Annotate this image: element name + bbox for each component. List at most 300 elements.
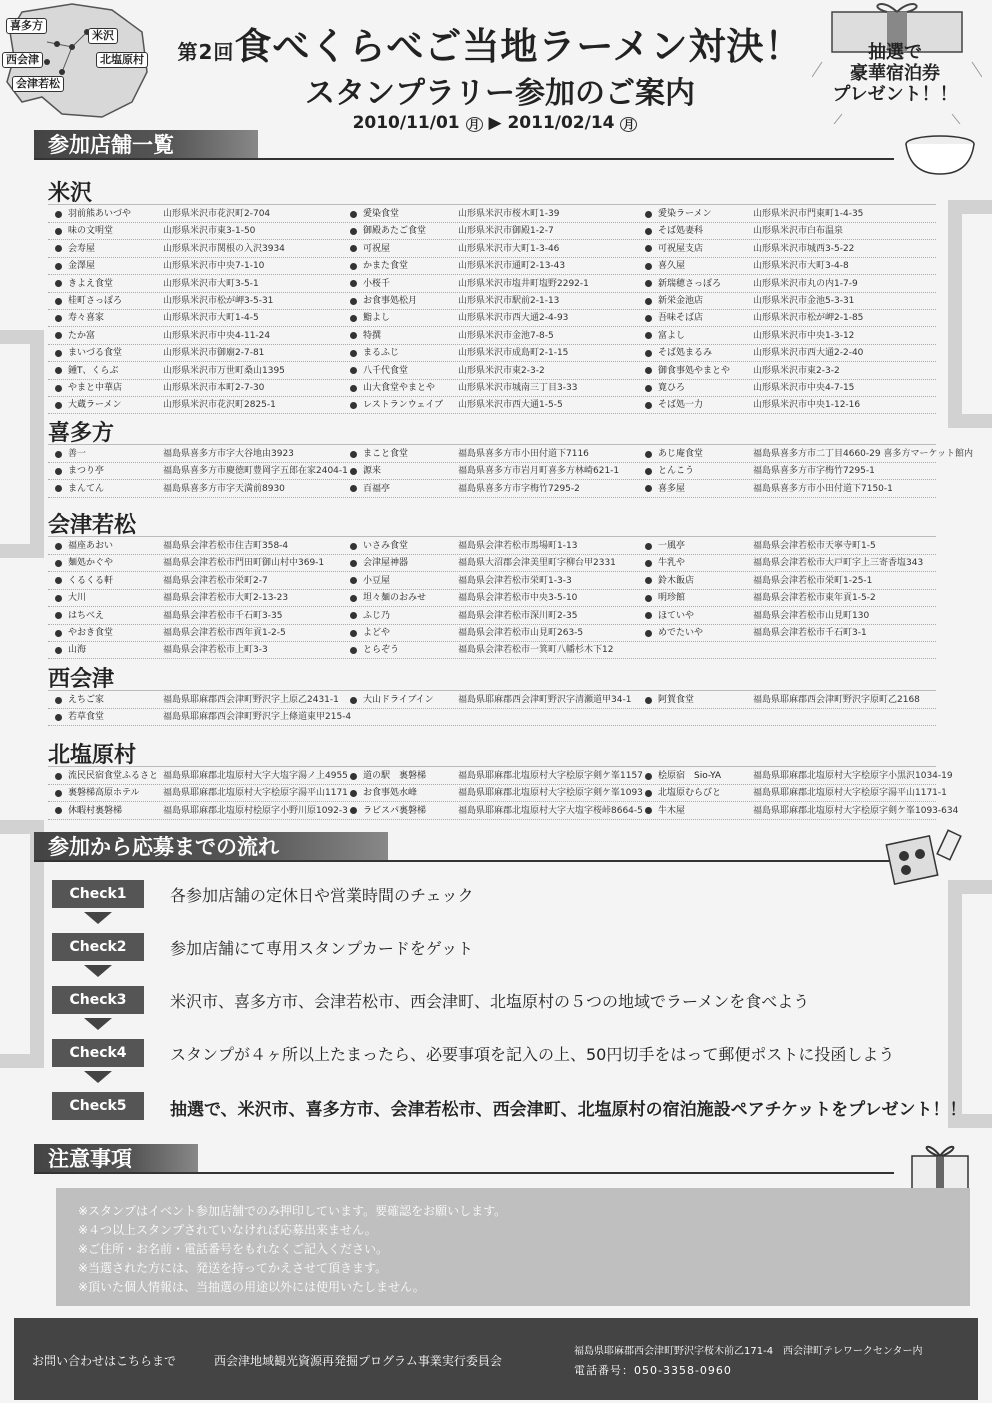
bullet-icon	[55, 773, 62, 780]
shop-address: 山形県米沢市大町1-4-5	[163, 313, 259, 324]
shop-entry	[645, 573, 872, 589]
bullet-icon	[645, 367, 652, 374]
shop-address: 山形県米沢市西大通2-4-93	[458, 313, 569, 324]
greek-key-decoration-right-lower	[948, 880, 992, 1128]
shop-entry	[645, 241, 854, 257]
bullet-icon	[645, 543, 652, 550]
shop-entry	[350, 785, 643, 801]
shop-entry	[350, 803, 643, 819]
shop-entry	[55, 555, 324, 571]
map-label-kitashiobara: 北塩原村	[96, 52, 148, 68]
shop-name: 北塩原むらびと	[658, 788, 722, 799]
shop-name: 裏磐梯高原ホテル	[68, 788, 140, 799]
shop-entry	[55, 803, 348, 819]
bullet-icon	[350, 315, 357, 322]
bullet-icon	[350, 211, 357, 218]
check-step-badge: Check2	[52, 933, 144, 961]
shop-entry	[350, 481, 580, 497]
note-item: ※スタンプはイベント参加店舗でのみ押印しています。要確認をお願いします。	[78, 1204, 507, 1218]
bullet-icon	[645, 595, 652, 602]
shop-entry	[645, 625, 867, 641]
shop-entry	[55, 258, 264, 274]
shop-address: 福島県耶麻郡北塩原村大字桧原字小黒沢1034-19	[753, 771, 953, 781]
shop-address: 福島県会津若松市栄町1-25-1	[753, 575, 873, 586]
region-title: 北塩原村	[48, 743, 137, 768]
shop-entry	[645, 768, 953, 784]
bullet-icon	[645, 577, 652, 584]
shop-address: 福島県会津若松市大戸町字上三寄香塩343	[753, 558, 924, 569]
shop-name: よどや	[363, 628, 391, 638]
shop-address: 福島県会津若松市千石町3-1	[753, 628, 867, 638]
check-step-badge: Check3	[52, 986, 144, 1014]
bullet-icon	[645, 402, 652, 409]
footer-contact-label: お問い合わせはこちらまで	[32, 1354, 177, 1368]
shop-entry	[55, 608, 282, 624]
shop-entry	[645, 538, 876, 554]
shop-address: 山形県米沢市城西3-5-22	[753, 243, 855, 254]
shop-address: 福島県喜多方市字梅竹7295-2	[458, 483, 580, 494]
footer-address: 福島県耶麻郡西会津町野沢字桜木前乙171-4 西会津町テレワークセンター内	[574, 1346, 923, 1357]
date-start-day: 月	[466, 117, 483, 132]
bullet-icon	[350, 697, 357, 704]
shop-name: 大川	[68, 593, 87, 604]
bullet-icon	[350, 543, 357, 550]
check-step-text: 参加店舗にて専用スタンプカードをゲット	[170, 939, 474, 958]
shop-name: 善一	[68, 449, 87, 459]
shop-address: 山形県米沢市東2-3-2	[458, 365, 545, 376]
prize-line-1: 抽選で	[868, 42, 922, 63]
shop-entry	[350, 573, 572, 589]
bullet-icon	[350, 790, 357, 797]
shop-name: 可祝屋支店	[658, 243, 704, 254]
region-title: 会津若松	[48, 513, 137, 538]
bullet-icon	[55, 560, 62, 567]
shop-name: はちべえ	[68, 610, 105, 621]
shop-entry	[350, 206, 559, 222]
shop-entry	[55, 625, 286, 641]
shop-address: 福島県会津若松市大町2-13-23	[163, 593, 289, 604]
prize-line-2: 豪華宿泊券	[850, 63, 940, 84]
shop-address: 山形県米沢市中央1-3-12	[753, 330, 855, 341]
bullet-icon	[55, 647, 62, 654]
region-title: 西会津	[48, 667, 115, 692]
shop-name: 羽前熊あいづや	[68, 209, 132, 219]
shop-address: 福島県耶麻郡西会津町野沢字上原乙2431-1	[163, 695, 339, 705]
shop-name: 寛ひろ	[658, 383, 686, 393]
prize-line-3: プレゼント！！	[832, 84, 958, 105]
bullet-icon	[350, 451, 357, 458]
shop-name: たか富	[68, 330, 96, 341]
bullet-icon	[55, 228, 62, 235]
shop-name: お食事処水峰	[363, 788, 418, 799]
shop-name: とんこう	[658, 466, 695, 477]
bullet-icon	[350, 280, 357, 287]
bullet-icon	[350, 468, 357, 475]
shop-name: 会寿屋	[68, 243, 96, 254]
shop-address: 福島県耶麻郡北塩原村大字桧原字剣ケ峯1093	[458, 788, 643, 799]
shop-entry	[645, 293, 854, 309]
shop-entry	[350, 642, 613, 658]
shop-address: 山形県米沢市関根の入沢3934	[163, 243, 285, 254]
bullet-icon	[645, 790, 652, 797]
shop-name: 大山ドライブイン	[363, 695, 434, 705]
shop-address: 福島県喜多方市小田付道下7150-1	[753, 483, 893, 494]
shop-address: 福島県喜多方市小田付道下7116	[458, 449, 589, 459]
bullet-icon	[645, 630, 652, 637]
bullet-icon	[55, 577, 62, 584]
shop-entry	[350, 555, 616, 571]
section-title-flow: 参加から応募までの流れ	[48, 835, 279, 859]
bullet-icon	[55, 595, 62, 602]
shop-name: まいづる食堂	[68, 348, 123, 359]
shop-address: 福島県会津若松市千石町3-35	[163, 610, 283, 621]
shop-entry	[55, 310, 259, 326]
region-divider	[48, 204, 936, 205]
shop-address: 福島県会津若松市門田町御山村中369-1	[163, 558, 325, 569]
check-step-text: スタンプが４ヶ所以上たまったら、必要事項を記入の上、50円切手をはって郵便ポストに投函しよう	[170, 1045, 895, 1064]
bullet-icon	[350, 647, 357, 654]
shop-name: 小桜千	[363, 278, 391, 289]
shop-address: 山形県米沢市西大通1-5-5	[458, 400, 563, 411]
shop-address: 山形県米沢市通町2-13-43	[458, 261, 566, 272]
arrow-down-icon	[84, 1071, 112, 1083]
shop-name: 富よし	[658, 330, 686, 341]
shop-name: まるふじ	[363, 348, 400, 359]
shop-address: 福島県大沼郡会津美里町字柳台甲2331	[458, 558, 616, 569]
note-item: ※４つ以上スタンプされていなければ応募出来ません。	[78, 1223, 377, 1237]
shop-entry	[645, 276, 858, 292]
shop-name: 会津屋神器	[363, 558, 409, 569]
shop-entry	[55, 345, 264, 361]
shop-entry	[645, 363, 840, 379]
bullet-icon	[350, 263, 357, 270]
bullet-icon	[350, 577, 357, 584]
bullet-icon	[55, 385, 62, 392]
shop-name: くるくる軒	[68, 575, 114, 586]
ramen-bowl-icon	[900, 128, 980, 178]
shop-address: 山形県米沢市御殿1-2-7	[458, 226, 554, 237]
shop-address: 山形県米沢市松が岬3-5-31	[163, 296, 274, 306]
check-step-text: 各参加店舗の定休日や営業時間のチェック	[170, 886, 474, 905]
footer-organization: 西会津地域観光資源再発掘プログラム事業実行委員会	[214, 1354, 502, 1368]
shop-name: まんてん	[68, 483, 105, 494]
shop-name: 大蔵ラーメン	[68, 400, 122, 411]
shop-entry	[55, 363, 285, 379]
notes-box	[56, 1188, 970, 1306]
shop-address: 山形県米沢市松が岬2-1-85	[753, 313, 864, 324]
check-step-text: 抽選で、米沢市、喜多方市、会津若松市、西会津町、北塩原村の宿泊施設ペアチケットをプレゼント！！	[170, 1100, 967, 1120]
bullet-icon	[55, 211, 62, 218]
title-main: 食べくらべご当地ラーメン対決！	[234, 25, 803, 68]
shop-address: 福島県耶麻郡北塩原村大字桧原字湯平山1171	[163, 788, 348, 799]
arrow-right-icon: ▶	[488, 113, 508, 133]
shop-address: 山形県米沢市中央1-12-16	[753, 400, 861, 411]
shop-address: 福島県会津若松市天寧寺町1-5	[753, 541, 876, 551]
bullet-icon	[55, 468, 62, 475]
shop-address: 福島県会津若松市中央3-5-10	[458, 593, 578, 604]
shop-address: 福島県会津若松市一箕町八幡杉木下12	[458, 645, 614, 656]
shop-entry	[55, 446, 294, 462]
shop-name: 道の駅 裏磐梯	[363, 771, 427, 781]
shop-address: 山形県米沢市駅前2-1-13	[458, 296, 560, 306]
shop-entry	[55, 481, 285, 497]
shop-entry	[55, 328, 270, 344]
shop-name: レストランウェイブ	[363, 400, 444, 411]
shop-address: 山形県米沢市花沢町2-704	[163, 209, 271, 219]
bullet-icon	[350, 595, 357, 602]
bullet-icon	[55, 807, 62, 814]
bullet-icon	[645, 228, 652, 235]
shop-address: 福島県耶麻郡北塩原村大字大塩字湯ノ上4955	[163, 771, 348, 781]
shop-address: 山形県米沢市中央4-11-24	[163, 330, 271, 341]
row-divider	[48, 658, 936, 659]
bullet-icon	[350, 332, 357, 339]
shop-address: 山形県米沢市中央7-1-10	[163, 261, 265, 272]
shop-address: 福島県会津若松市馬場町1-13	[458, 541, 578, 551]
shop-name: やまと中華店	[68, 383, 123, 393]
shop-entry	[55, 642, 268, 658]
shop-entry	[55, 538, 288, 554]
shop-address: 福島県会津若松市東年貢1-5-2	[753, 593, 876, 604]
shop-address: 福島県耶麻郡西会津町野沢字原町乙2168	[753, 695, 920, 705]
bullet-icon	[55, 714, 62, 721]
shop-address: 山形県米沢市大町3-5-1	[163, 278, 259, 289]
shop-name: 鈴木飯店	[658, 575, 695, 586]
shop-entry	[645, 310, 863, 326]
shop-entry	[55, 223, 255, 239]
shop-entry	[55, 590, 288, 606]
shop-entry	[645, 803, 958, 819]
bullet-icon	[350, 350, 357, 357]
shop-entry	[55, 709, 351, 725]
arrow-down-icon	[84, 912, 112, 924]
bullet-icon	[645, 560, 652, 567]
shop-entry	[55, 768, 348, 784]
shop-entry	[55, 293, 273, 309]
bullet-icon	[350, 385, 357, 392]
shop-entry	[350, 590, 577, 606]
note-item: ※頂いた個人情報は、当抽選の用途以外には使用いたしません。	[78, 1280, 425, 1294]
shop-name: 愛染ラーメン	[658, 209, 712, 219]
shop-entry	[350, 363, 545, 379]
shop-entry	[350, 538, 577, 554]
shop-name: 源来	[363, 466, 382, 477]
shop-name: まつり亭	[68, 466, 105, 477]
shop-entry	[645, 258, 849, 274]
shop-address: 山形県米沢市城南三丁目3-33	[458, 383, 578, 393]
shop-address: 山形県米沢市万世町桑山1395	[163, 365, 285, 376]
date-end-day: 月	[620, 117, 637, 132]
row-divider	[48, 725, 936, 726]
shop-entry	[645, 206, 863, 222]
shop-address: 山形県米沢市丸の内1-7-9	[753, 278, 858, 289]
bullet-icon	[55, 612, 62, 619]
shop-address: 山形県米沢市金池5-3-31	[753, 296, 855, 306]
bullet-icon	[645, 332, 652, 339]
shop-name: 味の文明堂	[68, 226, 114, 237]
bullet-icon	[645, 451, 652, 458]
shop-address: 福島県耶麻郡北塩原村大字桧原字剣ケ峯1157	[458, 771, 643, 781]
bullet-icon	[645, 773, 652, 780]
date-end: 2011/02/14	[507, 113, 615, 133]
shop-address: 福島県耶麻郡北塩原村桧原字小野川原1092-3	[163, 805, 348, 816]
shop-name: かまた食堂	[363, 261, 409, 272]
bullet-icon	[350, 630, 357, 637]
bullet-icon	[645, 263, 652, 270]
shop-entry	[55, 573, 268, 589]
shop-address: 福島県会津若松市住吉町358-4	[163, 541, 289, 551]
greek-key-decoration-left	[0, 330, 44, 558]
shop-name: ほていや	[658, 610, 695, 621]
shop-name: 明珍館	[658, 593, 686, 604]
shop-entry	[645, 223, 843, 239]
shop-entry	[350, 692, 631, 708]
note-item: ※当選された方には、発送を持ってかえさせて頂きます。	[78, 1261, 388, 1275]
region-divider	[48, 536, 936, 537]
bullet-icon	[645, 350, 652, 357]
shop-address: 福島県耶麻郡北塩原村大字大塩字桜峠8664-5	[458, 805, 643, 816]
shop-entry	[350, 380, 577, 396]
shop-name: とらぞう	[363, 645, 400, 656]
bullet-icon	[350, 485, 357, 492]
row-divider	[48, 497, 936, 498]
shop-address: 福島県会津若松市西年貢1-2-5	[163, 628, 286, 638]
shop-name: 新瑞穂さっぽろ	[658, 278, 722, 289]
bullet-icon	[55, 697, 62, 704]
shop-entry	[55, 692, 339, 708]
footer-phone: 電話番号：050-3358-0960	[574, 1364, 732, 1377]
shop-name: まこと食堂	[363, 449, 409, 459]
bullet-icon	[55, 402, 62, 409]
bullet-icon	[55, 790, 62, 797]
bullet-icon	[645, 245, 652, 252]
bullet-icon	[350, 228, 357, 235]
shop-entry	[350, 310, 568, 326]
shop-name: めでたいや	[658, 628, 704, 638]
shop-entry	[55, 397, 276, 413]
shop-address: 山形県米沢市花沢町2825-1	[163, 400, 276, 411]
section-header-flow	[34, 832, 388, 862]
region-divider	[48, 444, 936, 445]
shop-entry	[645, 590, 876, 606]
shop-name: 百福亭	[363, 483, 391, 494]
shop-name: きよえ食堂	[68, 278, 114, 289]
note-item: ※ご住所・お名前・電話番号をもれなくご記入ください。	[78, 1242, 389, 1256]
map-label-yonezawa: 米沢	[88, 28, 118, 44]
shop-name: 阿賀食堂	[658, 695, 695, 705]
shop-address: 福島県会津若松市栄町1-3-3	[458, 575, 572, 586]
bullet-icon	[55, 315, 62, 322]
shop-address: 山形県米沢市大町1-3-46	[458, 243, 560, 254]
shop-address: 福島県会津若松市山見町263-5	[458, 628, 584, 638]
shop-entry	[350, 446, 589, 462]
bullet-icon	[645, 385, 652, 392]
shop-entry	[350, 463, 619, 479]
shop-name: そば処一力	[658, 400, 704, 411]
shop-address: 福島県耶麻郡北塩原村大字桧原字剣ケ峯1093-634	[753, 805, 959, 816]
event-dates	[330, 113, 660, 133]
shop-entry	[645, 345, 863, 361]
shop-name: 坦々麺のおみせ	[363, 593, 427, 604]
bullet-icon	[55, 350, 62, 357]
bullet-icon	[645, 315, 652, 322]
region-title: 喜多方	[48, 421, 115, 446]
shop-address: 福島県会津若松市栄町2-7	[163, 575, 268, 586]
shop-name: 山大食堂やまとや	[363, 383, 436, 393]
bullet-icon	[645, 468, 652, 475]
shop-name: 山海	[68, 645, 87, 656]
shop-address: 山形県米沢市桜木町1-39	[458, 209, 560, 219]
shop-entry	[645, 555, 923, 571]
shop-address: 福島県喜多方市岩月町喜多方林崎621-1	[458, 466, 620, 477]
shop-address: 山形県米沢市白布温泉	[753, 226, 844, 237]
title-edition: 第2回	[177, 40, 235, 64]
shop-entry	[350, 223, 554, 239]
shop-entry	[55, 463, 348, 479]
shop-name: 喜多屋	[658, 483, 686, 494]
shop-address: 福島県喜多方市慶徳町豊岡字五郎在家2404-1	[163, 466, 348, 477]
shop-name: やおき食堂	[68, 628, 114, 638]
shop-name: 特撰	[363, 330, 382, 341]
check-step-badge: Check4	[52, 1039, 144, 1067]
footer	[14, 1318, 978, 1400]
bullet-icon	[55, 245, 62, 252]
shop-address: 福島県耶麻郡西会津町野沢字清瀬道甲34-1	[458, 695, 632, 705]
bullet-icon	[55, 298, 62, 305]
bullet-icon	[55, 332, 62, 339]
bullet-icon	[350, 807, 357, 814]
shop-name: そば処妻科	[658, 226, 704, 237]
bullet-icon	[350, 298, 357, 305]
bullet-icon	[645, 298, 652, 305]
shop-name: 福座あおい	[68, 541, 114, 551]
shop-address: 福島県耶麻郡北塩原村大字桧原字湯平山1171-1	[753, 788, 947, 799]
shop-name: 若草食堂	[68, 712, 105, 723]
shop-entry	[350, 345, 568, 361]
shop-entry	[645, 446, 973, 462]
shop-address: 山形県米沢市東3-1-50	[163, 226, 256, 237]
shop-address: 山形県米沢市成島町2-1-15	[458, 348, 569, 359]
shop-entry	[55, 206, 270, 222]
shop-entry	[645, 380, 854, 396]
greek-key-decoration-right	[948, 200, 992, 428]
shop-entry	[350, 293, 559, 309]
shop-entry	[55, 276, 259, 292]
shop-entry	[350, 397, 563, 413]
bullet-icon	[55, 630, 62, 637]
shop-entry	[350, 328, 554, 344]
row-divider	[48, 819, 936, 820]
shop-address: 福島県会津若松市山見町130	[753, 610, 870, 621]
shop-name: あじ庵食堂	[658, 449, 704, 459]
bullet-icon	[55, 280, 62, 287]
shop-name: 流民民宿食堂ふるさと	[68, 771, 159, 781]
bullet-icon	[350, 560, 357, 567]
map-label-kitakata: 喜多方	[6, 18, 47, 34]
shop-name: えちご家	[68, 695, 105, 705]
shop-name: 小豆屋	[363, 575, 391, 586]
shop-address: 福島県喜多方市字天満前8930	[163, 483, 285, 494]
shop-address: 福島県会津若松市深川町2-35	[458, 610, 578, 621]
date-start: 2010/11/01	[352, 113, 460, 133]
shop-name: ラビスパ裏磐梯	[363, 805, 427, 816]
bullet-icon	[350, 402, 357, 409]
shop-name: 休暇村裏磐梯	[68, 805, 123, 816]
shop-name: 一風亭	[658, 541, 686, 551]
bullet-icon	[645, 211, 652, 218]
shop-entry	[55, 241, 285, 257]
shop-address: 福島県会津若松市上町3-3	[163, 645, 268, 656]
